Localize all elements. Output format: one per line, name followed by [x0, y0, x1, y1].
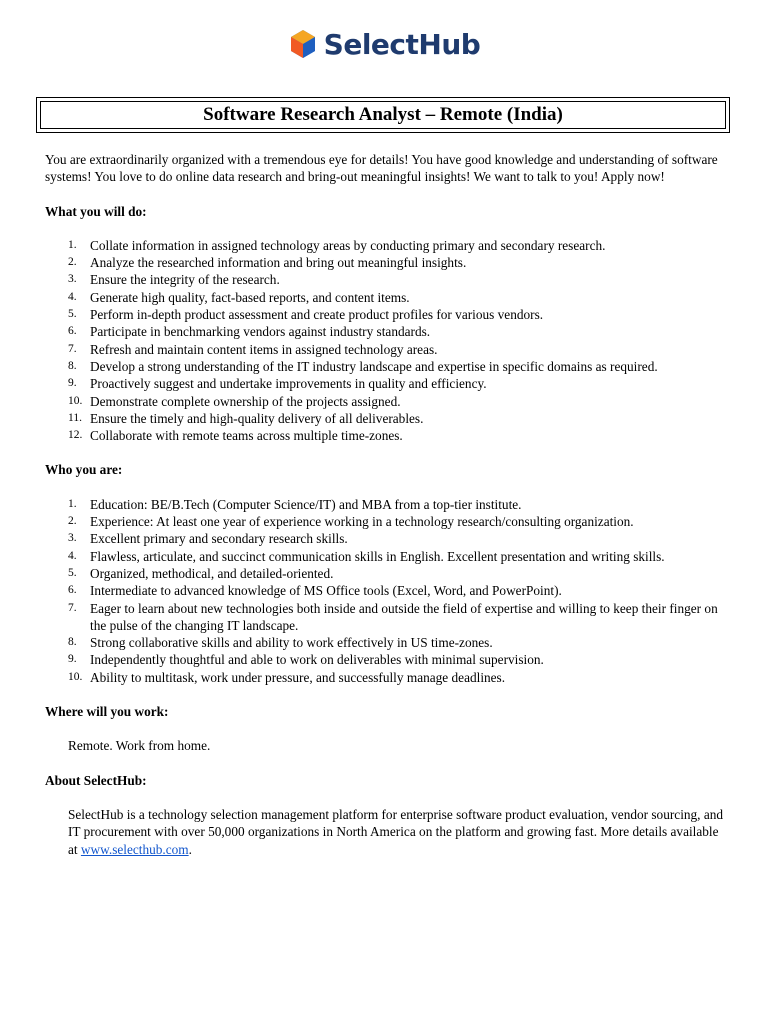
list-number: 6.	[68, 325, 77, 338]
what-heading: What you will do:	[45, 203, 147, 219]
list-item-text: Experience: At least one year of experience working in a technology research/consulting organization.	[90, 514, 634, 530]
list-number: 5.	[68, 566, 77, 579]
list-item	[45, 341, 730, 358]
list-number: 10.	[68, 670, 83, 683]
list-item	[45, 600, 730, 635]
page-title: Software Research Analyst – Remote (India)	[203, 104, 563, 125]
selecthub-logo	[0, 26, 768, 62]
intro-paragraph: You are extraordinarily organized with a tremendous eye for details! You have good knowledge and understanding of software systems! You love to do online data research and bring-out meaningful insights! We want to talk to you! Apply now!	[45, 152, 718, 185]
list-number: 2.	[68, 515, 77, 528]
list-item-text: Intermediate to advanced knowledge of MS Office tools (Excel, Word, and PowerPoint).	[90, 583, 562, 599]
who-list	[45, 496, 730, 686]
list-number: 3.	[68, 532, 77, 545]
list-item	[45, 306, 730, 323]
list-item-text: Generate high quality, fact-based reports, and content items.	[90, 289, 410, 305]
list-number: 5.	[68, 308, 77, 321]
logo-text: SelectHub	[323, 27, 481, 61]
list-item-text: Strong collaborative skills and ability to work effectively in US time-zones.	[90, 635, 493, 651]
where-text: Remote. Work from home.	[68, 738, 211, 754]
list-item	[45, 496, 730, 513]
list-number: 6.	[68, 584, 77, 597]
list-item	[45, 427, 730, 444]
list-number: 10.	[68, 394, 83, 407]
list-item	[45, 254, 730, 271]
list-number: 1.	[68, 497, 77, 510]
where-heading: Where will you work:	[45, 704, 169, 720]
list-item	[45, 237, 730, 254]
about-heading: About SelectHub:	[45, 772, 147, 788]
list-item	[45, 651, 730, 668]
list-item	[45, 358, 730, 375]
list-number: 8.	[68, 359, 77, 372]
about-paragraph	[45, 806, 730, 858]
selecthub-link[interactable]: www.selecthub.com	[80, 841, 189, 857]
document-body	[45, 151, 730, 858]
list-number: 12.	[68, 429, 83, 442]
list-item	[45, 323, 730, 340]
list-item	[45, 393, 730, 410]
list-item	[45, 289, 730, 306]
list-item-text: Demonstrate complete ownership of the projects assigned.	[90, 393, 401, 409]
list-item	[45, 530, 730, 547]
list-item	[45, 410, 730, 427]
list-number: 4.	[68, 290, 77, 303]
list-item-text: Refresh and maintain content items in assigned technology areas.	[90, 341, 438, 357]
list-item-text: Excellent primary and secondary research skills.	[90, 531, 348, 547]
list-item	[45, 513, 730, 530]
list-item-text: Proactively suggest and undertake improvements in quality and efficiency.	[90, 376, 487, 392]
selecthub-hexagon-icon	[288, 29, 318, 59]
list-item-text: Analyze the researched information and bring out meaningful insights.	[90, 255, 467, 271]
list-item-text: Ensure the integrity of the research.	[90, 272, 280, 288]
list-item	[45, 375, 730, 392]
list-item-text: Collate information in assigned technology areas by conducting primary and secondary research.	[90, 237, 606, 253]
list-item-text: Education: BE/B.Tech (Computer Science/IT) and MBA from a top-tier institute.	[90, 496, 522, 512]
list-number: 7.	[68, 601, 77, 614]
list-number: 9.	[68, 377, 77, 390]
list-item-text: Develop a strong understanding of the IT industry landscape and expertise in specific domains as required.	[90, 358, 658, 374]
list-number: 7.	[68, 342, 77, 355]
list-item-text: Perform in-depth product assessment and create product profiles for various vendors.	[90, 307, 544, 323]
list-item-text: Collaborate with remote teams across multiple time-zones.	[90, 428, 403, 444]
about-text: SelectHub is a technology selection management platform for enterprise software product evaluation, vendor sourcing, and IT procurement with over 50,000 organizations in North America on the platform and growing fast. More details available at	[68, 806, 724, 857]
title-box	[36, 97, 730, 133]
list-item-text: Independently thoughtful and able to work on deliverables with minimal supervision.	[90, 652, 544, 668]
about-suffix: .	[188, 841, 192, 857]
list-item	[45, 565, 730, 582]
list-item	[45, 548, 730, 565]
list-item	[45, 634, 730, 651]
what-list	[45, 237, 730, 445]
list-item-text: Participate in benchmarking vendors against industry standards.	[90, 324, 431, 340]
list-item-text: Eager to learn about new technologies both inside and outside the field of expertise and willing to keep their finger on the pulse of the changing IT landscape.	[90, 600, 718, 633]
list-item	[45, 669, 730, 686]
list-item	[45, 271, 730, 288]
list-number: 1.	[68, 238, 77, 251]
list-item	[45, 582, 730, 599]
list-number: 4.	[68, 549, 77, 562]
title-inner-border	[40, 101, 726, 129]
list-number: 3.	[68, 273, 77, 286]
list-item-text: Ability to multitask, work under pressure, and successfully manage deadlines.	[90, 669, 506, 685]
list-number: 8.	[68, 636, 77, 649]
list-item-text: Flawless, articulate, and succinct communication skills in English. Excellent presentation and writing skills.	[90, 548, 665, 564]
list-item-text: Ensure the timely and high-quality delivery of all deliverables.	[90, 410, 424, 426]
who-heading: Who you are:	[45, 462, 123, 478]
list-number: 9.	[68, 653, 77, 666]
list-item-text: Organized, methodical, and detailed-oriented.	[90, 565, 334, 581]
list-number: 11.	[68, 411, 82, 424]
list-number: 2.	[68, 256, 77, 269]
